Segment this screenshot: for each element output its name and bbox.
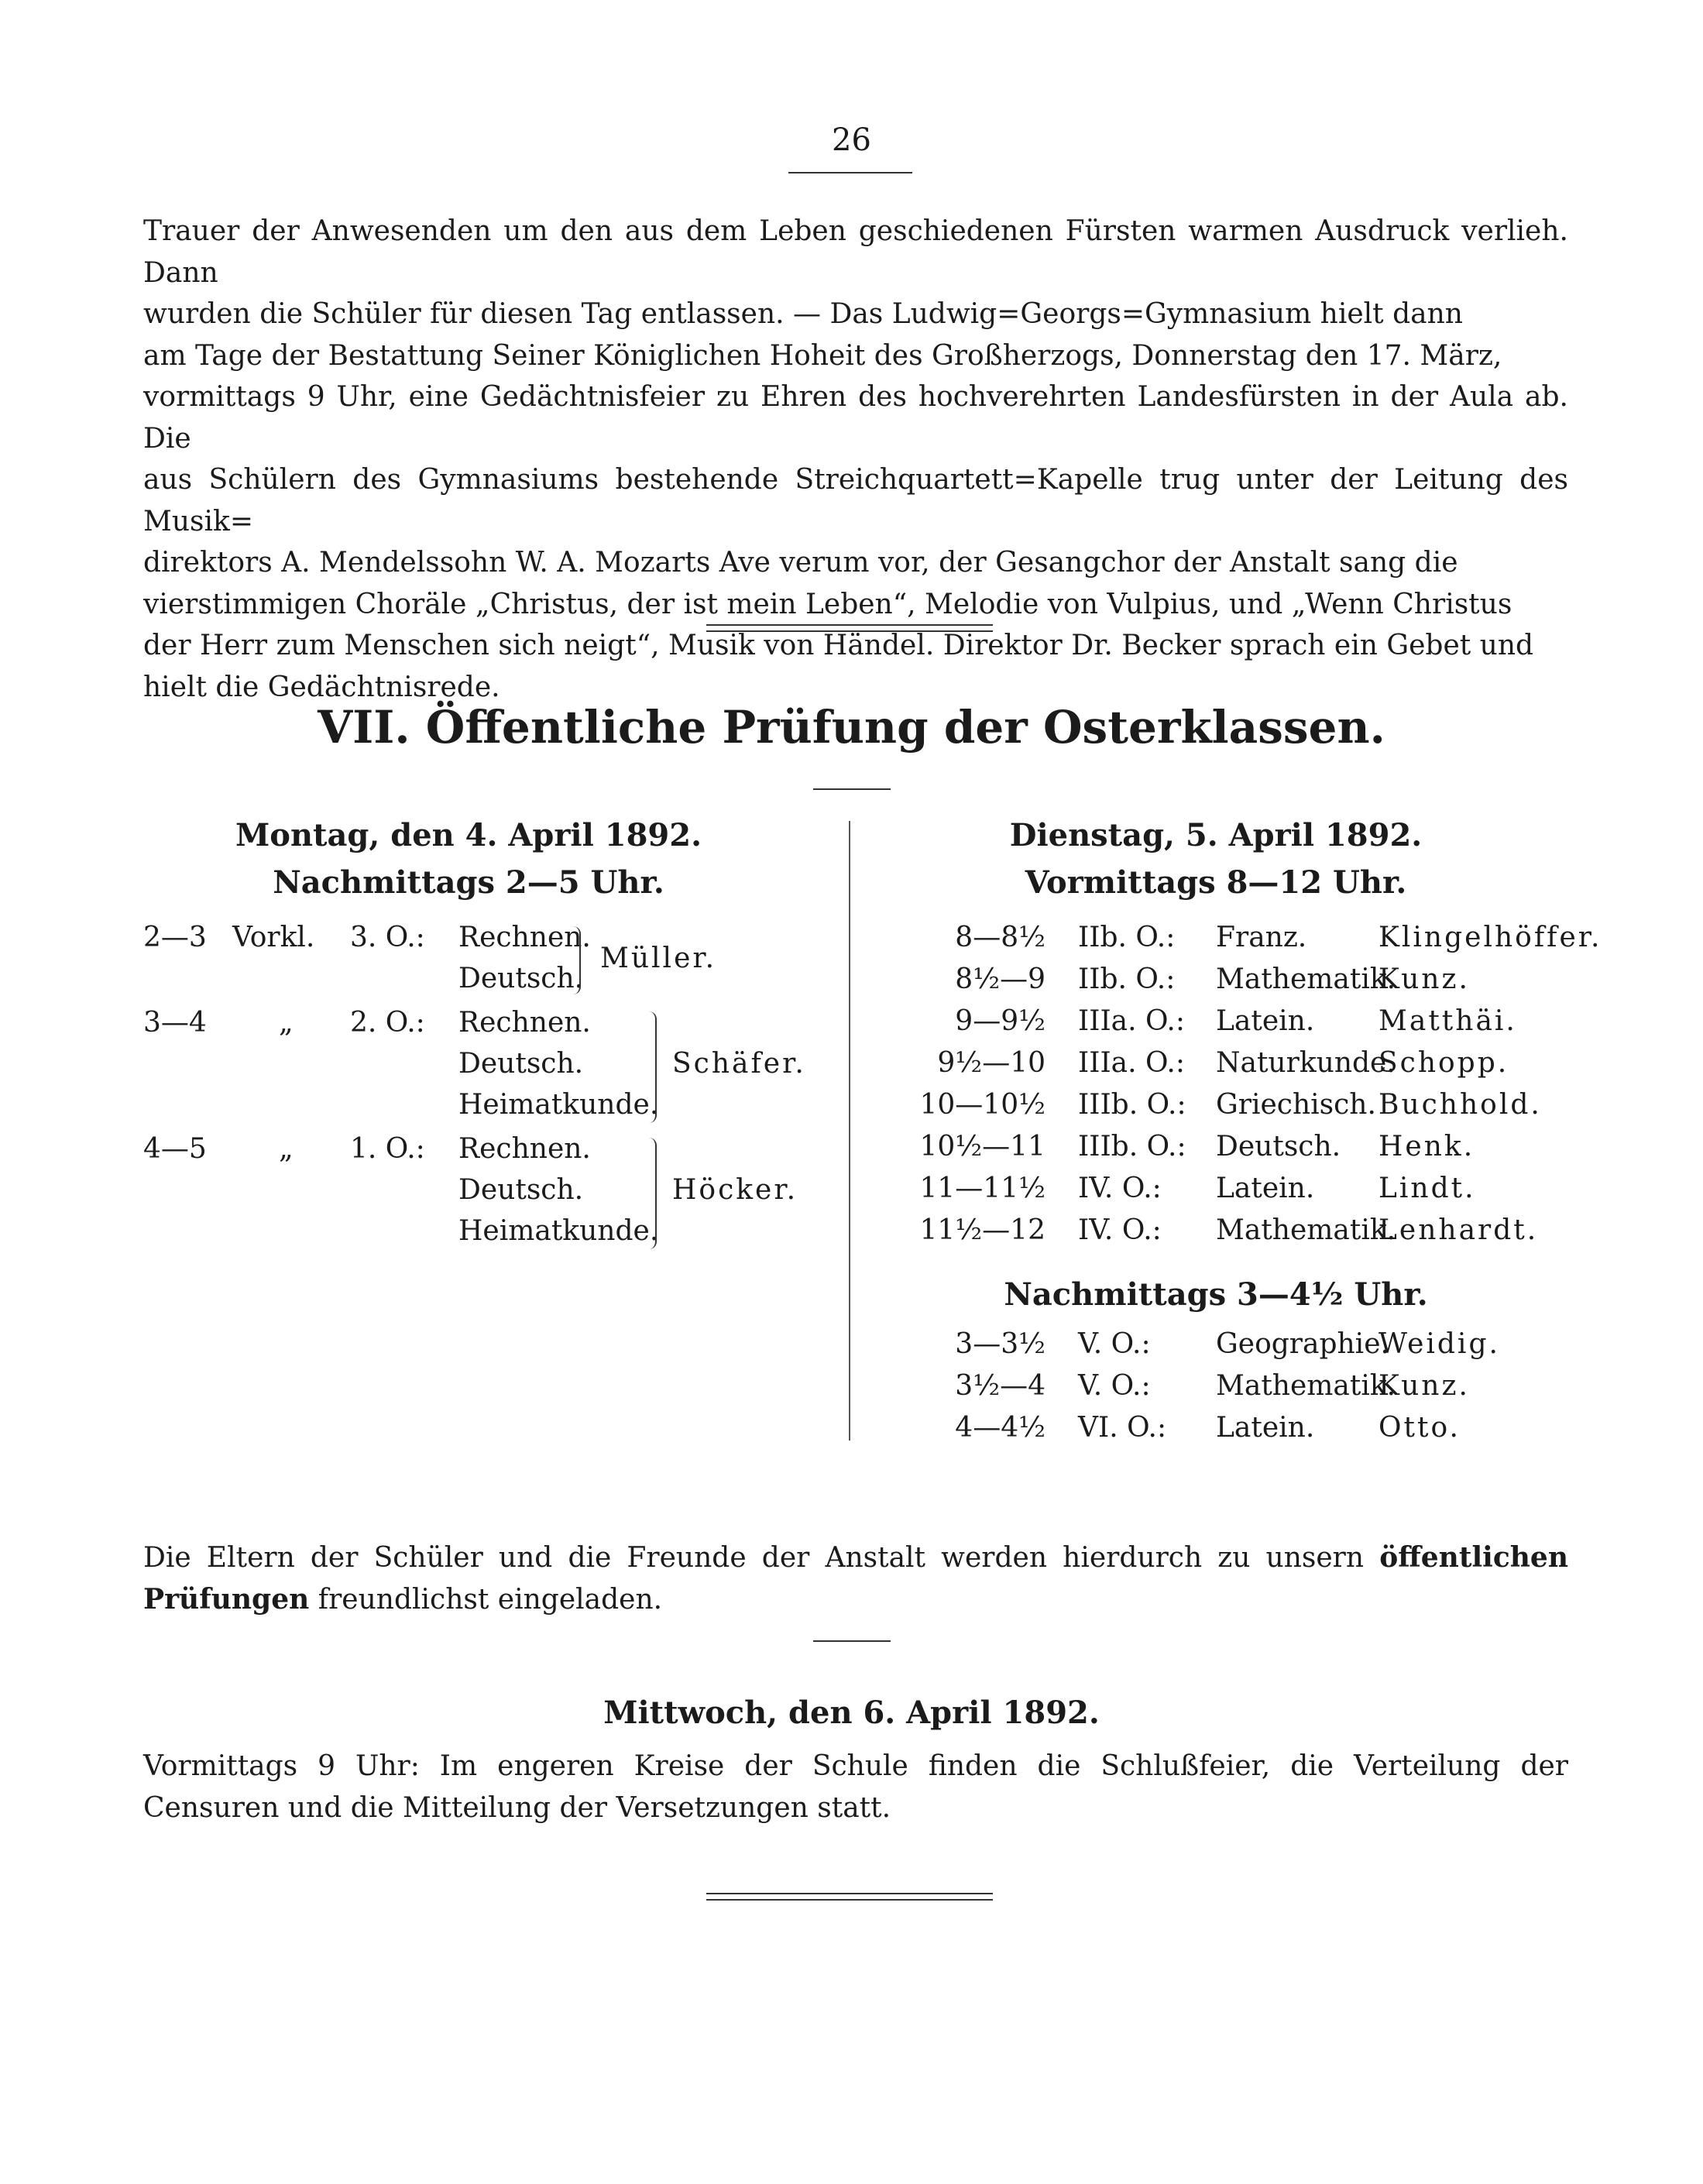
tuesday-row-time: 11½—12 bbox=[919, 1214, 1045, 1246]
wednesday-line: Censuren und die Mitteilung der Versetzungen statt. bbox=[143, 1791, 891, 1824]
monday-group-time: 3—4 bbox=[143, 1007, 207, 1039]
wednesday-heading bbox=[0, 1695, 1703, 1731]
tuesday-row-teacher: Kunz. bbox=[1379, 1370, 1470, 1402]
tuesday-row-class: V. O.: bbox=[1078, 1370, 1151, 1402]
monday-subject: Rechnen. bbox=[458, 1007, 591, 1039]
monday-group-time: 4—5 bbox=[143, 1133, 207, 1165]
tuesday-row-time: 3—3½ bbox=[955, 1328, 1045, 1360]
monday-subject: Heimatkunde. bbox=[458, 1089, 659, 1121]
monday-group-class: 1. O.: bbox=[350, 1133, 425, 1165]
tuesday-row-subject: Mathematik. bbox=[1216, 1370, 1396, 1402]
tuesday-morning-title: Vormittags 8—12 Uhr. bbox=[1025, 864, 1407, 901]
monday-subtitle: Nachmittags 2—5 Uhr. bbox=[273, 864, 664, 901]
tuesday-row-teacher: Buchhold. bbox=[1379, 1089, 1542, 1121]
monday-subject: Deutsch. bbox=[458, 963, 584, 994]
section-divider bbox=[706, 624, 993, 632]
wednesday-line: Vormittags 9 Uhr: Im engeren Kreise der Schule finden die Schlußfeier, die Verteilung der bbox=[143, 1750, 1568, 1782]
intro-line: vormittags 9 Uhr, eine Gedächtnisfeier zu Ehren des hochverehrten Landesfürsten in der Aula ab. Die bbox=[143, 381, 1568, 455]
tuesday-row-subject: Latein. bbox=[1216, 1005, 1315, 1037]
tuesday-row-subject: Mathematik. bbox=[1216, 1214, 1396, 1246]
tuesday-row-subject: Naturkunde. bbox=[1216, 1047, 1396, 1079]
invitation-line bbox=[143, 1537, 1568, 1579]
intro-line: vierstimmigen Choräle „Christus, der ist mein Leben“, Melodie von Vulpius, und „Wenn Christus bbox=[143, 588, 1512, 620]
intro-line: Trauer der Anwesenden um den aus dem Leben geschiedenen Fürsten warmen Ausdruck verlieh. Dann bbox=[143, 215, 1568, 289]
tuesday-row-time: 10—10½ bbox=[919, 1089, 1045, 1121]
wednesday-title: Mittwoch, den 6. April 1892. bbox=[603, 1695, 1100, 1731]
divider-rule bbox=[813, 1640, 891, 1642]
tuesday-row-class: IIIb. O.: bbox=[1078, 1089, 1186, 1121]
tuesday-row-time: 10½—11 bbox=[919, 1131, 1045, 1162]
brace bbox=[649, 1138, 657, 1249]
brace bbox=[573, 926, 581, 994]
tuesday-row-time: 9½—10 bbox=[937, 1047, 1045, 1079]
tuesday-row-class: IIIa. O.: bbox=[1078, 1005, 1185, 1037]
tuesday-row-time: 3½—4 bbox=[955, 1370, 1045, 1402]
tuesday-row-time: 11—11½ bbox=[919, 1173, 1045, 1204]
invitation-text: freundlichst eingeladen. bbox=[318, 1583, 663, 1616]
tuesday-row-teacher: Schopp. bbox=[1379, 1047, 1509, 1079]
tuesday-row-teacher: Kunz. bbox=[1379, 963, 1470, 995]
tuesday-row-teacher: Lenhardt. bbox=[1379, 1214, 1539, 1246]
intro-paragraph bbox=[143, 211, 1568, 708]
monday-teacher: Schäfer. bbox=[672, 1048, 806, 1080]
section-title: VII. Öffentliche Prüfung der Osterklassen. bbox=[318, 701, 1385, 754]
intro-line: der Herr zum Menschen sich neigt“, Musik von Händel. Direktor Dr. Becker sprach ein Gebet und bbox=[143, 630, 1534, 661]
monday-group-prefix: Vorkl. bbox=[232, 922, 315, 953]
tuesday-row-time: 8½—9 bbox=[955, 963, 1045, 995]
tuesday-row-class: IIb. O.: bbox=[1078, 963, 1176, 995]
tuesday-row-teacher: Matthäi. bbox=[1379, 1005, 1517, 1037]
tuesday-row-teacher: Weidig. bbox=[1379, 1328, 1500, 1360]
intro-line: direktors A. Mendelssohn W. A. Mozarts Ave verum vor, der Gesangchor der Anstalt sang die bbox=[143, 547, 1458, 579]
tuesday-row-subject: Franz. bbox=[1216, 922, 1307, 953]
tuesday-row-class: V. O.: bbox=[1078, 1328, 1151, 1360]
monday-subject: Heimatkunde. bbox=[458, 1215, 659, 1247]
tuesday-row-time: 4—4½ bbox=[955, 1412, 1045, 1444]
wednesday-paragraph bbox=[143, 1746, 1568, 1829]
tuesday-row-teacher: Henk. bbox=[1379, 1131, 1475, 1162]
invitation-paragraph bbox=[143, 1537, 1568, 1620]
tuesday-afternoon-heading bbox=[867, 1276, 1564, 1313]
footer-divider bbox=[706, 1893, 993, 1901]
tuesday-row-subject: Latein. bbox=[1216, 1173, 1315, 1204]
tuesday-row-class: IIb. O.: bbox=[1078, 922, 1176, 953]
tuesday-row-subject: Mathematik. bbox=[1216, 963, 1396, 995]
monday-subject: Rechnen. bbox=[458, 1133, 591, 1165]
intro-line: wurden die Schüler für diesen Tag entlassen. — Das Ludwig=Georgs=Gymnasium hielt dann bbox=[143, 298, 1463, 330]
monday-group-time: 2—3 bbox=[143, 922, 207, 953]
page-number: 26 bbox=[832, 122, 871, 158]
monday-group-class: 2. O.: bbox=[350, 1007, 425, 1039]
monday-group-class: 3. O.: bbox=[350, 922, 425, 953]
monday-group-prefix: „ bbox=[279, 1007, 294, 1039]
invitation-bold: Prüfungen bbox=[143, 1582, 310, 1616]
column-divider bbox=[849, 821, 850, 1441]
tuesday-row-time: 8—8½ bbox=[955, 922, 1045, 953]
tuesday-row-teacher: Klingelhöffer. bbox=[1379, 922, 1602, 953]
monday-subject: Deutsch. bbox=[458, 1048, 584, 1080]
tuesday-afternoon-title: Nachmittags 3—4½ Uhr. bbox=[1004, 1276, 1428, 1313]
monday-group-prefix: „ bbox=[279, 1133, 294, 1165]
invitation-bold: öffentlichen bbox=[1379, 1541, 1568, 1574]
tuesday-title: Dienstag, 5. April 1892. bbox=[1009, 817, 1423, 853]
monday-teacher: Höcker. bbox=[672, 1174, 798, 1206]
tuesday-row-subject: Griechisch. bbox=[1216, 1089, 1376, 1121]
tuesday-row-teacher: Otto. bbox=[1379, 1412, 1461, 1444]
tuesday-row-class: IV. O.: bbox=[1078, 1214, 1162, 1246]
tuesday-row-subject: Geographie. bbox=[1216, 1328, 1389, 1360]
header-rule bbox=[788, 172, 912, 173]
tuesday-schedule bbox=[867, 817, 1564, 901]
monday-subject: Rechnen. bbox=[458, 922, 591, 953]
monday-subject: Deutsch. bbox=[458, 1174, 584, 1206]
intro-line: hielt die Gedächtnisrede. bbox=[143, 671, 500, 703]
intro-line: am Tage der Bestattung Seiner Königlichen Hoheit des Großherzogs, Donnerstag den 17. März, bbox=[143, 339, 1502, 372]
intro-line: aus Schülern des Gymnasiums bestehende Streichquartett=Kapelle trug unter der Leitung des Musik= bbox=[143, 464, 1568, 537]
monday-schedule bbox=[136, 817, 802, 901]
monday-teacher: Müller. bbox=[600, 943, 717, 974]
brace bbox=[649, 1011, 657, 1123]
invitation-line bbox=[143, 1579, 1568, 1621]
title-rule bbox=[813, 788, 891, 790]
monday-title: Montag, den 4. April 1892. bbox=[235, 817, 702, 853]
tuesday-row-teacher: Lindt. bbox=[1379, 1173, 1476, 1204]
tuesday-row-time: 9—9½ bbox=[955, 1005, 1045, 1037]
tuesday-row-class: IV. O.: bbox=[1078, 1173, 1162, 1204]
tuesday-row-subject: Deutsch. bbox=[1216, 1131, 1341, 1162]
invitation-text: Die Eltern der Schüler und die Freunde der Anstalt werden hierdurch zu unsern bbox=[143, 1542, 1365, 1574]
tuesday-row-class: IIIb. O.: bbox=[1078, 1131, 1186, 1162]
tuesday-row-class: VI. O.: bbox=[1078, 1412, 1167, 1444]
tuesday-row-class: IIIa. O.: bbox=[1078, 1047, 1185, 1079]
tuesday-row-subject: Latein. bbox=[1216, 1412, 1315, 1444]
